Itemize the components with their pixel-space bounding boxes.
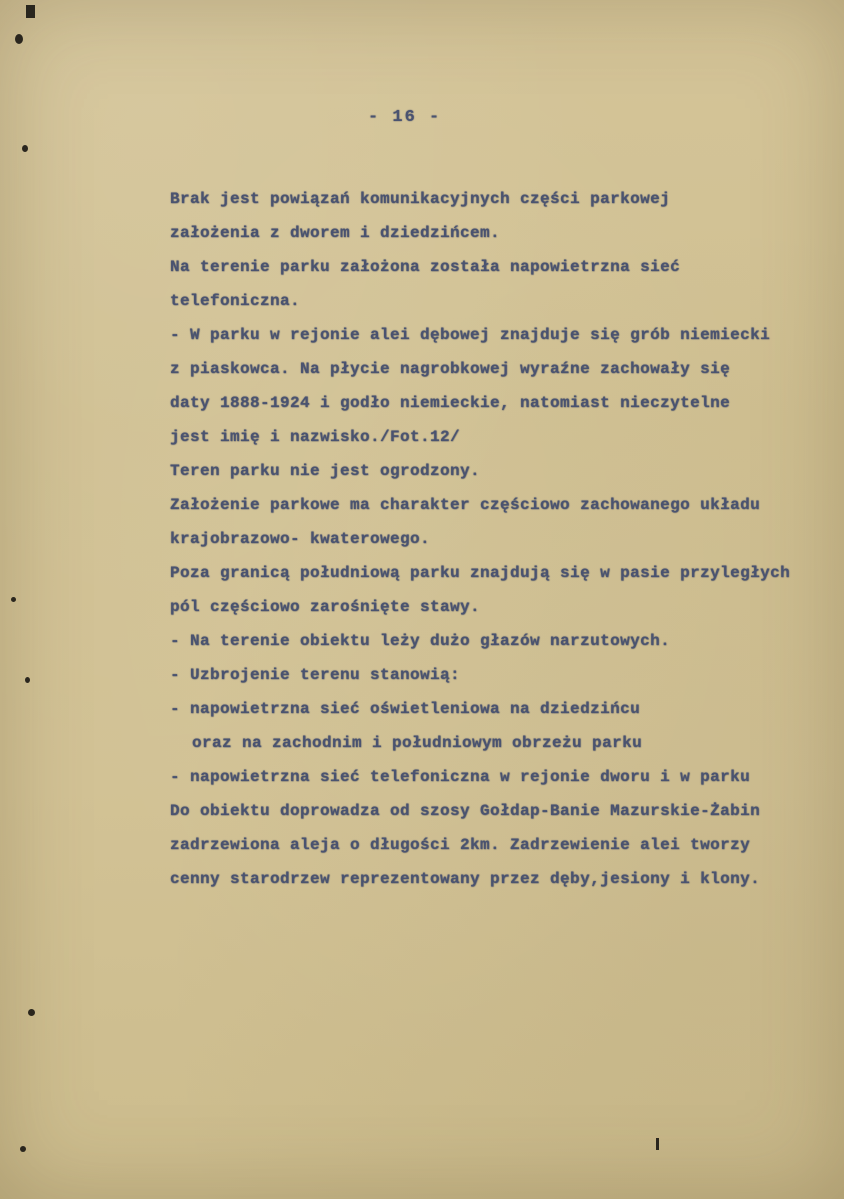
scan-speck <box>26 5 35 18</box>
text-line: zadrzewiona aleja o długości 2km. Zadrzewienie alei tworzy <box>170 836 751 854</box>
text-line: krajobrazowo- kwaterowego. <box>170 530 431 548</box>
text-line: cenny starodrzew reprezentowany przez dęby,jesiony i klony. <box>170 870 761 888</box>
scan-speck <box>20 1146 26 1152</box>
text-line: - Na terenie obiektu leży dużo głazów narzutowych. <box>170 632 671 650</box>
text-line: Do obiektu doprowadza od szosy Gołdap-Banie Mazurskie-Żabin <box>170 802 761 820</box>
text-line: telefoniczna. <box>170 292 301 310</box>
text-line: jest imię i nazwisko./Fot.12/ <box>170 428 461 446</box>
typewritten-text-block <box>170 182 810 896</box>
text-line: - Uzbrojenie terenu stanowią: <box>170 666 461 684</box>
scan-speck <box>22 145 28 152</box>
text-line: oraz na zachodnim i południowym obrzeżu parku <box>192 734 643 752</box>
scan-speck <box>15 34 23 44</box>
text-line: Teren parku nie jest ogrodzony. <box>170 462 481 480</box>
scan-speck <box>11 597 16 602</box>
text-line: - W parku w rejonie alei dębowej znajduje się grób niemiecki <box>170 326 771 344</box>
text-line: z piaskowca. Na płycie nagrobkowej wyraźne zachowały się <box>170 360 731 378</box>
text-line: - napowietrzna sieć oświetleniowa na dziedzińcu <box>170 700 641 718</box>
scan-speck <box>25 677 30 683</box>
text-line: - napowietrzna sieć telefoniczna w rejonie dworu i w parku <box>170 768 751 786</box>
scan-speck <box>656 1138 659 1150</box>
scan-speck <box>28 1009 35 1016</box>
text-line: pól częściowo zarośnięte stawy. <box>170 598 481 616</box>
text-line: założenia z dworem i dziedzińcem. <box>170 224 501 242</box>
page-number: - 16 - <box>368 108 442 127</box>
text-line: Założenie parkowe ma charakter częściowo zachowanego układu <box>170 496 761 514</box>
text-line: Na terenie parku założona została napowietrzna sieć <box>170 258 681 276</box>
text-line: daty 1888-1924 i godło niemieckie, natomiast nieczytelne <box>170 394 731 412</box>
text-line: Poza granicą południową parku znajdują się w pasie przyległych <box>170 564 791 582</box>
text-line: Brak jest powiązań komunikacyjnych części parkowej <box>170 190 671 208</box>
